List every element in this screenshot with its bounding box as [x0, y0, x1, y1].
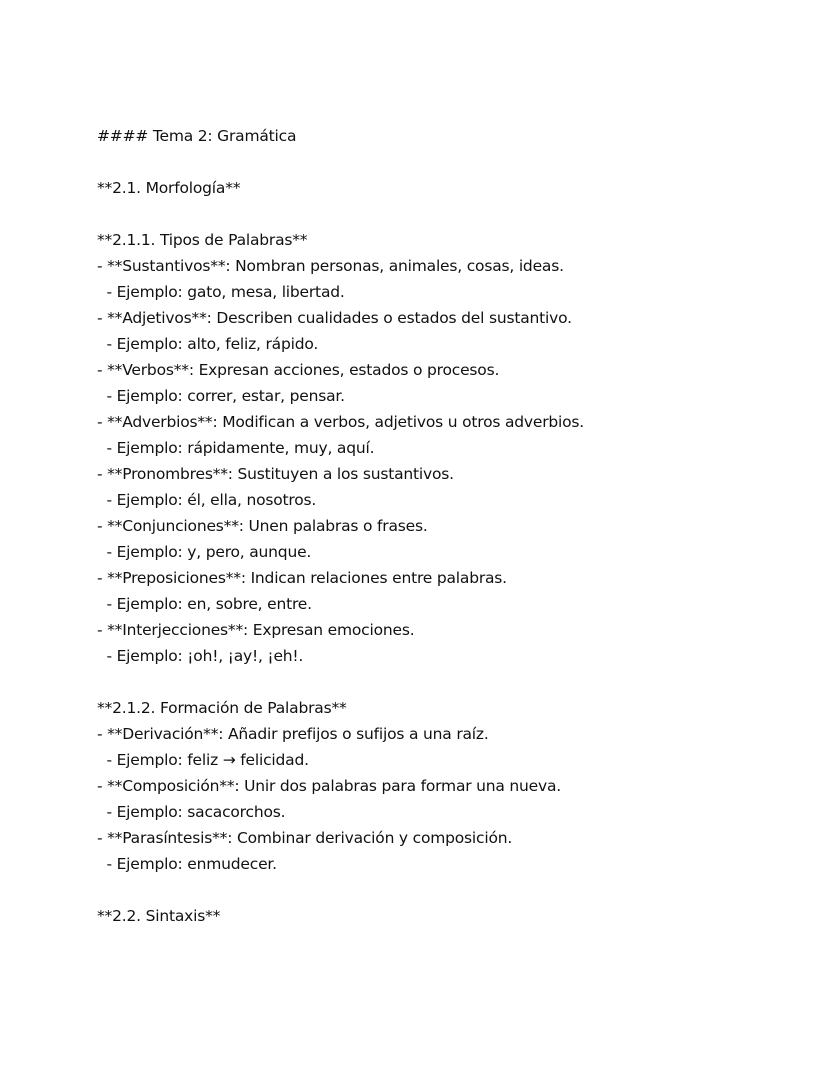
list-item-sustantivos: - **Sustantivos**: Nombran personas, animales, cosas, ideas.	[97, 257, 564, 275]
document-heading: #### Tema 2: Gramática	[97, 127, 297, 145]
blank-line	[97, 669, 797, 695]
list-item-composicion: - **Composición**: Unir dos palabras para formar una nueva.	[97, 777, 561, 795]
list-item-example: - Ejemplo: gato, mesa, libertad.	[97, 283, 345, 301]
document-body	[97, 123, 797, 929]
list-item-example: - Ejemplo: correr, estar, pensar.	[97, 387, 345, 405]
list-item-adverbios: - **Adverbios**: Modifican a verbos, adjetivos u otros adverbios.	[97, 413, 585, 431]
list-item-example: - Ejemplo: alto, feliz, rápido.	[97, 335, 319, 353]
list-item-example: - Ejemplo: él, ella, nosotros.	[97, 491, 317, 509]
blank-line	[97, 149, 797, 175]
list-item-example: - Ejemplo: ¡oh!, ¡ay!, ¡eh!.	[97, 647, 304, 665]
list-item-example: - Ejemplo: sacacorchos.	[97, 803, 286, 821]
subsection-formacion-title: **2.1.2. Formación de Palabras**	[97, 699, 347, 717]
list-item-interjecciones: - **Interjecciones**: Expresan emociones.	[97, 621, 415, 639]
list-item-pronombres: - **Pronombres**: Sustituyen a los sustantivos.	[97, 465, 454, 483]
subsection-tipos-title: **2.1.1. Tipos de Palabras**	[97, 231, 308, 249]
list-item-example: - Ejemplo: en, sobre, entre.	[97, 595, 312, 613]
list-item-verbos: - **Verbos**: Expresan acciones, estados o procesos.	[97, 361, 500, 379]
list-item-example: - Ejemplo: y, pero, aunque.	[97, 543, 312, 561]
list-item-parasintesis: - **Parasíntesis**: Combinar derivación y composición.	[97, 829, 513, 847]
blank-line	[97, 201, 797, 227]
blank-line	[97, 877, 797, 903]
list-item-example: - Ejemplo: rápidamente, muy, aquí.	[97, 439, 375, 457]
list-item-adjetivos: - **Adjetivos**: Describen cualidades o estados del sustantivo.	[97, 309, 572, 327]
list-item-derivacion: - **Derivación**: Añadir prefijos o sufijos a una raíz.	[97, 725, 489, 743]
list-item-conjunciones: - **Conjunciones**: Unen palabras o frases.	[97, 517, 428, 535]
section-morfologia-title: **2.1. Morfología**	[97, 179, 241, 197]
section-sintaxis-title: **2.2. Sintaxis**	[97, 907, 221, 925]
list-item-example: - Ejemplo: enmudecer.	[97, 855, 277, 873]
list-item-example: - Ejemplo: feliz → felicidad.	[97, 751, 309, 769]
list-item-preposiciones: - **Preposiciones**: Indican relaciones entre palabras.	[97, 569, 507, 587]
